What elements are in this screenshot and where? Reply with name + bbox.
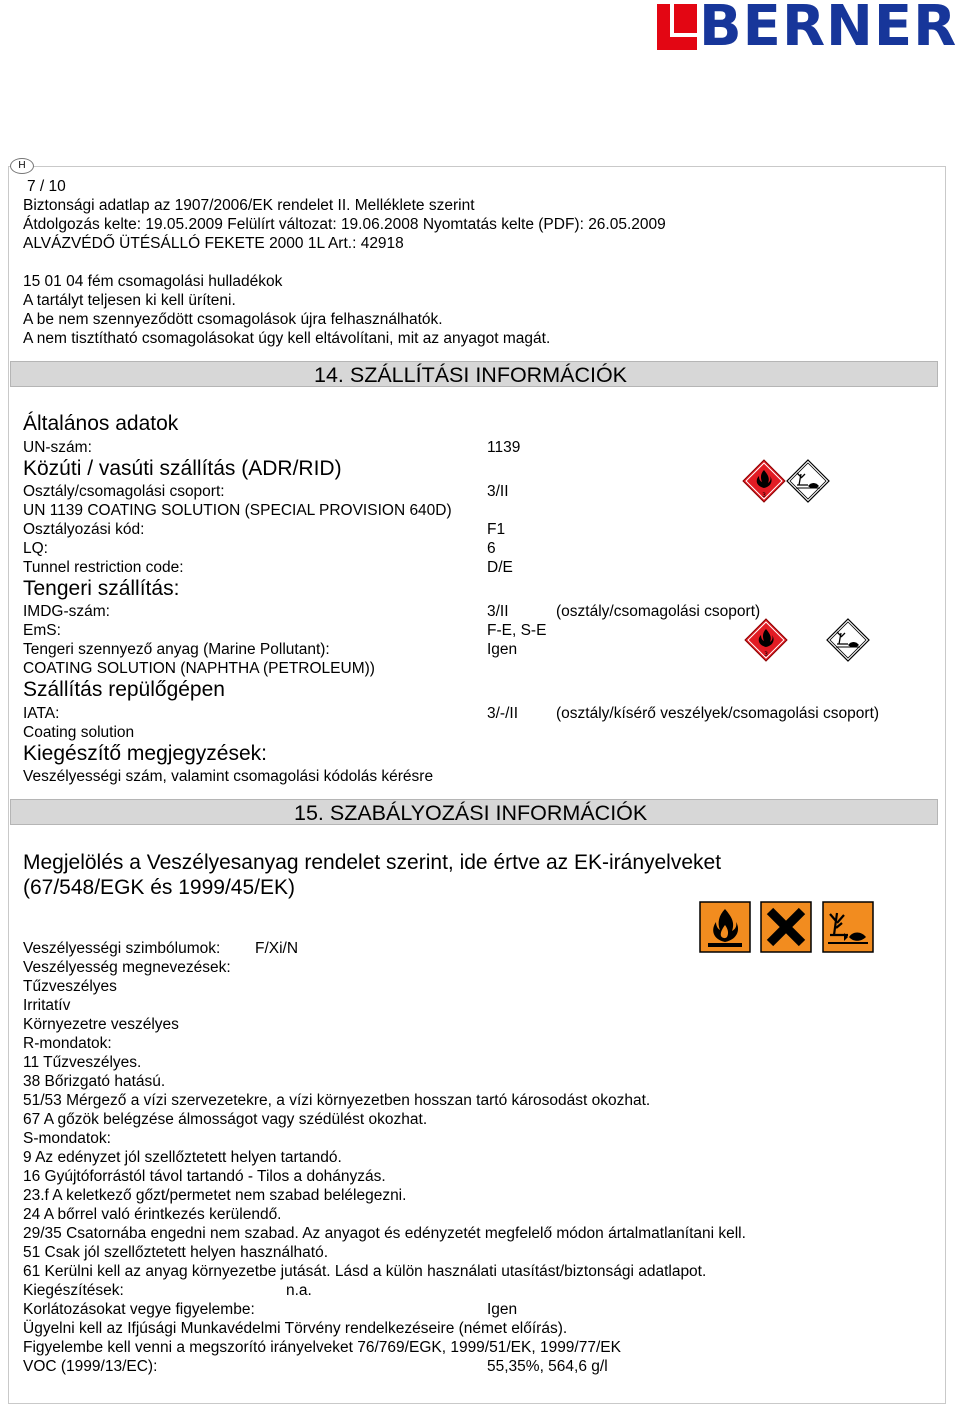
code-value: F1	[487, 521, 506, 538]
air-heading: Szállítás repülőgépen	[23, 678, 225, 701]
marine-label: Tengeri szennyező anyag (Marine Pollutant):	[23, 641, 330, 658]
road-heading: Közúti / vasúti szállítás (ADR/RID)	[23, 457, 342, 480]
class-value: 3/II	[487, 483, 509, 500]
header-line-3: ALVÁZVÉDŐ ÜTÉSÁLLÓ FEKETE 2000 1L Art.: 42918	[23, 235, 404, 252]
regulatory-line: 38 Bőrizgató hatású.	[23, 1073, 166, 1090]
air-name: Coating solution	[23, 724, 135, 741]
regulatory-line: Irritatív	[23, 997, 71, 1014]
symbols-value: F/Xi/N	[255, 940, 299, 957]
regulatory-line: Környezetre veszélyes	[23, 1016, 179, 1033]
regulatory-line: 16 Gyújtóforrástól távol tartandó - Tilos a dohányzás.	[23, 1168, 386, 1185]
imdg-flammable-diamond-icon	[744, 618, 788, 662]
marking-line-2: (67/548/EGK és 1999/45/EK)	[23, 876, 296, 899]
section-14-header	[10, 361, 938, 387]
disposal-line: A tartályt teljesen ki kell üríteni.	[23, 292, 236, 309]
disposal-line: A be nem szennyeződött csomagolások újra felhasználhatók.	[23, 311, 443, 328]
header-line-1: Biztonsági adatlap az 1907/2006/EK rendelet II. Melléklete szerint	[23, 197, 475, 214]
regulatory-line: 51/53 Mérgező a vízi szervezetekre, a vízi környezetben hosszan tartó károsodást okozhat.	[23, 1092, 651, 1109]
marking-line-1: Megjelölés a Veszélyesanyag rendelet szerint, ide értve az EK-irányelveket	[23, 851, 722, 874]
page-number: 7 / 10	[27, 178, 66, 195]
regulatory-line: 67 A gőzök belégzése álmosságot vagy szédülést okozhat.	[23, 1111, 428, 1128]
regulatory-line: 29/35 Csatornába engedni nem szabad. Az anyagot és edényzetét megfelelő módon ártalmatlanítani kell.	[23, 1225, 746, 1242]
berner-logo	[657, 0, 960, 59]
regulatory-line: 51 Csak jól szellőztetett helyen használható.	[23, 1244, 329, 1261]
imdg-value: 3/II	[487, 603, 509, 620]
supplement-value: n.a.	[286, 1282, 312, 1299]
section-15-header	[10, 799, 938, 825]
svg-text:3: 3	[762, 492, 766, 499]
eu-environment-icon	[822, 901, 874, 953]
regulatory-line: 23.f A keletkező gőzt/permetet nem szabad belélegezni.	[23, 1187, 407, 1204]
iata-note: (osztály/kísérő veszélyek/csomagolási csoport)	[556, 705, 880, 722]
iata-value: 3/-/II	[487, 705, 519, 722]
eu-irritant-icon	[760, 901, 812, 953]
youth-protection-line: Ügyelni kell az Ifjúsági Munkavédelmi Törvény rendelkezéseire (német előírás).	[23, 1320, 568, 1337]
un-label: UN-szám:	[23, 439, 92, 456]
tunnel-label: Tunnel restriction code:	[23, 559, 184, 576]
header-line-2: Átdolgozás kelte: 19.05.2009 Felülírt változat: 19.06.2008 Nyomtatás kelte (PDF): 26.05.2009	[23, 216, 666, 233]
extra-text: Veszélyességi szám, valamint csomagolási kódolás kérésre	[23, 768, 434, 785]
disposal-line: A nem tisztítható csomagolásokat úgy kell eltávolítani, mit az anyagot magát.	[23, 330, 551, 347]
svg-text:3: 3	[764, 651, 768, 658]
supplement-label: Kiegészítések:	[23, 1282, 124, 1299]
adr-flammable-diamond-icon	[742, 459, 786, 503]
adr-environment-diamond-icon	[786, 459, 830, 503]
voc-value: 55,35%, 564,6 g/l	[487, 1358, 608, 1375]
directives-line: Figyelembe kell venni a megszorító irányelveket 76/769/EGK, 1999/51/EK, 1999/77/EK	[23, 1339, 621, 1356]
language-marker: H	[10, 158, 34, 174]
lq-label: LQ:	[23, 540, 48, 557]
regulatory-line: R-mondatok:	[23, 1035, 112, 1052]
berner-logo-mark	[657, 4, 701, 50]
sea-heading: Tengeri szállítás:	[23, 577, 180, 600]
ems-value: F-E, S-E	[487, 622, 547, 639]
imdg-environment-diamond-icon	[826, 618, 870, 662]
regulatory-line: 24 A bőrrel való érintkezés kerülendő.	[23, 1206, 282, 1223]
un-description: UN 1139 COATING SOLUTION (SPECIAL PROVISION 640D)	[23, 502, 452, 519]
section-14-title: 14. SZÁLLÍTÁSI INFORMÁCIÓK	[314, 363, 628, 387]
tunnel-value: D/E	[487, 559, 513, 576]
iata-label: IATA:	[23, 705, 60, 722]
un-value: 1139	[487, 439, 521, 456]
brand-name: BERNER	[699, 0, 958, 59]
disposal-line: 15 01 04 fém csomagolási hulladékok	[23, 273, 283, 290]
imdg-note: (osztály/csomagolási csoport)	[556, 603, 761, 620]
eu-flammable-icon	[699, 901, 751, 953]
general-heading: Általános adatok	[23, 412, 179, 435]
regulatory-line: 61 Kerülni kell az anyag környezetbe jutását. Lásd a külön használati utasítást/biztonsági adatlapot.	[23, 1263, 707, 1280]
restrictions-value: Igen	[487, 1301, 518, 1318]
regulatory-line: Veszélyesség megnevezések:	[23, 959, 231, 976]
restrictions-label: Korlátozásokat vegye figyelembe:	[23, 1301, 255, 1318]
marine-value: Igen	[487, 641, 518, 658]
regulatory-line: S-mondatok:	[23, 1130, 111, 1147]
voc-label: VOC (1999/13/EC):	[23, 1358, 158, 1375]
extra-heading: Kiegészítő megjegyzések:	[23, 742, 267, 765]
section-15-title: 15. SZABÁLYOZÁSI INFORMÁCIÓK	[294, 801, 648, 825]
symbols-label: Veszélyességi szimbólumok:	[23, 940, 221, 957]
regulatory-line: Tűzveszélyes	[23, 978, 117, 995]
class-label: Osztály/csomagolási csoport:	[23, 483, 225, 500]
regulatory-line: 9 Az edényzet jól szellőztetett helyen tartandó.	[23, 1149, 342, 1166]
code-label: Osztályozási kód:	[23, 521, 145, 538]
ems-label: EmS:	[23, 622, 61, 639]
sea-name: COATING SOLUTION (NAPHTHA (PETROLEUM))	[23, 660, 375, 677]
imdg-label: IMDG-szám:	[23, 603, 110, 620]
regulatory-line: 11 Tűzveszélyes.	[23, 1054, 142, 1071]
lq-value: 6	[487, 540, 496, 557]
